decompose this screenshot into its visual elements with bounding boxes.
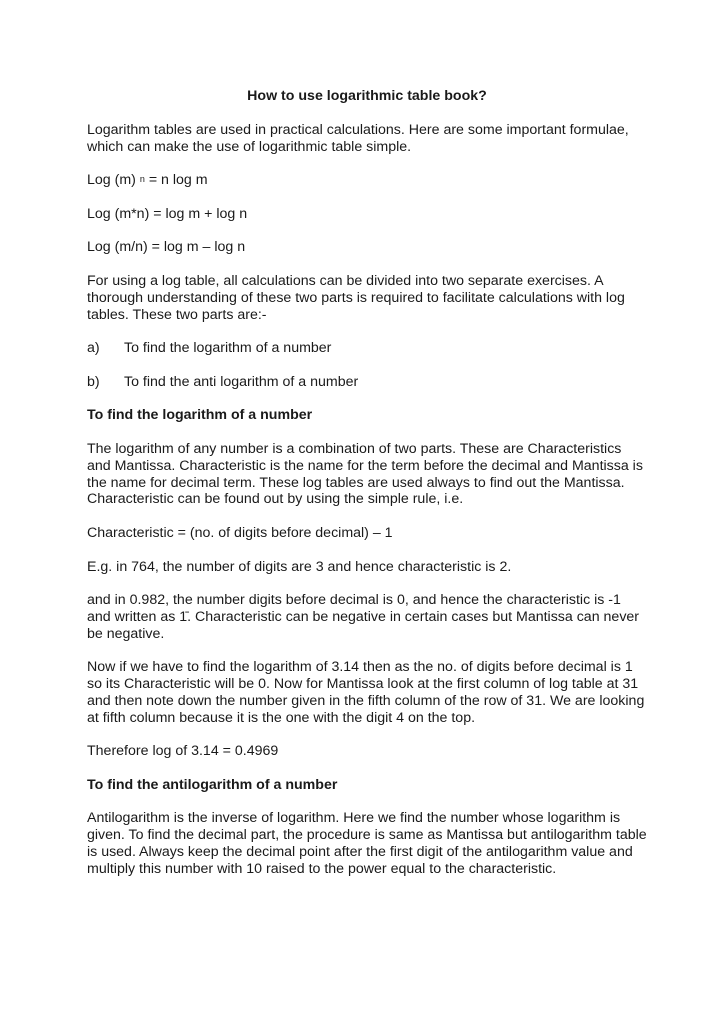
document-page xyxy=(87,88,647,894)
example-314: Now if we have to find the logarithm of 3.14 then as the no. of digits before decimal is 1 so its Characteristic will be 0. Now for Mantissa look at the first column of log table at 31 and then note down the number given in the fifth column of the row of 31. We are looking at fifth column because it is the one with the digit 4 on the top. xyxy=(87,659,645,726)
list-item xyxy=(87,374,647,391)
formula-power-base: Log (m) xyxy=(87,172,136,189)
list-item xyxy=(87,340,647,357)
antilogarithm-paragraph: Antilogarithm is the inverse of logarithm. Here we find the number whose logarithm is given. To find the decimal part, the procedure is same as Mantissa but antilogarithm table is used. Always keep the decimal point after the first digit of the antilogarithm value and multiply this number with 10 raised to the power equal to the characteristic. xyxy=(87,810,647,877)
formula-quotient: Log (m/n) = log m – log n xyxy=(87,239,246,256)
example-0982: and in 0.982, the number digits before decimal is 0, and hence the characteristic is -1 and written as 1̄. Characteristic can be negative in certain cases but Mantissa can never be negative. xyxy=(87,592,640,642)
result-line: Therefore log of 3.14 = 0.4969 xyxy=(87,743,279,760)
formula-power-exponent: n xyxy=(139,174,145,185)
list-marker: b) xyxy=(87,373,100,390)
section-heading-antilogarithm: To find the antilogarithm of a number xyxy=(87,776,338,793)
characteristic-rule: Characteristic = (no. of digits before decimal) – 1 xyxy=(87,524,393,541)
intro-paragraph: Logarithm tables are used in practical calculations. Here are some important formulae, which can make the use of logarithmic table simple. xyxy=(87,121,629,155)
formula-power xyxy=(87,172,647,189)
section-heading-logarithm: To find the logarithm of a number xyxy=(87,407,313,424)
formula-product: Log (m*n) = log m + log n xyxy=(87,205,248,222)
document-title: How to use logarithmic table book? xyxy=(247,88,487,104)
parts-intro-paragraph: For using a log table, all calculations can be divided into two separate exercises. A thorough understanding of these two parts is required to facilitate calculations with log tables. These two parts are:- xyxy=(87,272,625,323)
list-text: To find the anti logarithm of a number xyxy=(124,373,359,390)
example-764: E.g. in 764, the number of digits are 3 and hence characteristic is 2. xyxy=(87,558,512,575)
list-text: To find the logarithm of a number xyxy=(124,340,332,357)
list-marker: a) xyxy=(87,340,100,357)
logarithm-paragraph: The logarithm of any number is a combination of two parts. These are Characteristics and Mantissa. Characteristic is the name for the term before the decimal and Mantissa is the name for decimal term. These log tables are used always to find out the Mantissa. Characteristic can be found out by using the simple rule, i.e. xyxy=(87,440,643,508)
formula-power-rest: = n log m xyxy=(148,172,208,189)
